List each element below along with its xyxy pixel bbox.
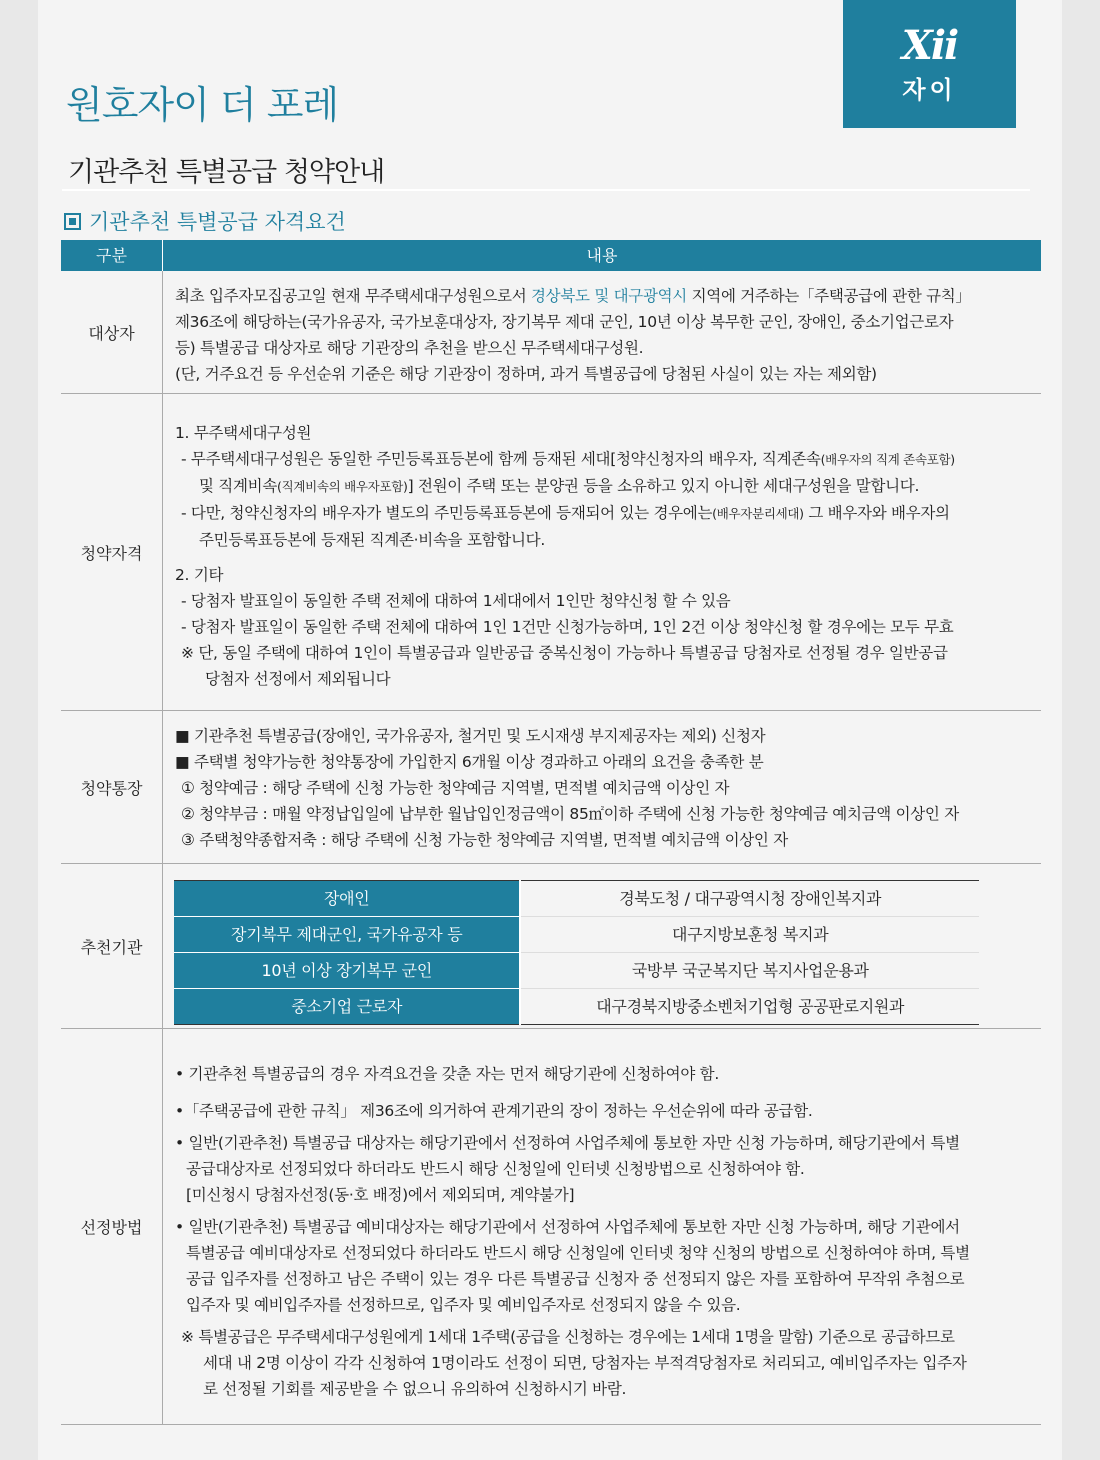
document-title: 기관추천 특별공급 청약안내	[68, 157, 385, 188]
row-content	[163, 864, 1041, 1028]
agency-target: 10년 이상 장기복무 군인	[174, 953, 520, 989]
table-row-account	[61, 711, 1041, 864]
agency-name: 경북도청 / 대구광역시청 장애인복지과	[520, 881, 979, 917]
agency-row	[174, 989, 979, 1025]
row-label: 선정방법	[61, 1029, 163, 1424]
text-line: [미신청시 당첨자선정(동·호 배정)에서 제외되며, 계약불가]	[186, 1186, 575, 1204]
bullet-item: • 기관추천 특별공급의 경우 자격요건을 갖춘 자는 먼저 해당기관에 신청하여야 함.	[175, 1065, 719, 1083]
note-line: ※ 특별공급은 무주택세대구성원에게 1세대 1주택(공급을 신청하는 경우에는 1세대 1명을 말함) 기준으로 공급하므로	[181, 1328, 955, 1346]
table-row-target	[61, 271, 1041, 394]
text-line: 특별공급 예비대상자로 선정되었다 하더라도 반드시 해당 신청일에 인터넷 청약 신청의 방법으로 신청하여야 하며, 특별	[186, 1244, 970, 1262]
table-row-selection	[61, 1029, 1041, 1425]
agency-target: 중소기업 근로자	[174, 989, 520, 1025]
text-line: ■ 기관추천 특별공급(장애인, 국가유공자, 철거민 및 도시재생 부지제공자는 제외) 신청자	[175, 727, 766, 745]
text-line: (단, 거주요건 등 우선순위 기준은 해당 기관장이 정하며, 과거 특별공급에 당첨된 사실이 있는 자는 제외함)	[175, 365, 877, 383]
text-line: 및 직계비속(직계비속의 배우자포함)] 전원이 주택 또는 분양권 등을 소유하고 있지 아니한 세대구성원을 말합니다.	[199, 477, 920, 495]
note-line: 로 선정될 기회를 제공받을 수 없으니 유의하여 신청하시기 바람.	[203, 1380, 627, 1398]
row-content	[163, 1029, 1041, 1424]
table-row-agency	[61, 864, 1041, 1029]
sub-heading: 1. 무주택세대구성원	[175, 424, 312, 442]
text-line: 주민등록표등본에 등재된 직계존·비속을 포함합니다.	[199, 531, 545, 549]
text-line: 등) 특별공급 대상자로 해당 기관장의 추천을 받으신 무주택세대구성원.	[175, 339, 644, 357]
brand-title: 원호자이 더 포레	[66, 83, 339, 127]
title-divider	[62, 189, 1030, 191]
row-label: 청약자격	[61, 394, 163, 710]
bullet-item: • 일반(기관추천) 특별공급 예비대상자는 해당기관에서 선정하여 사업주체에 통보한 자만 신청 가능하며, 해당 기관에서	[175, 1218, 960, 1236]
row-label: 대상자	[61, 271, 163, 393]
agency-table	[174, 880, 979, 1025]
text-line: ① 청약예금 : 해당 주택에 신청 가능한 청약예금 지역별, 면적별 예치금액 이상인 자	[181, 779, 730, 797]
square-bullet-icon	[64, 213, 81, 230]
text-line: 공급 입주자를 선정하고 남은 주택이 있는 경우 다른 특별공급 신청자 중 선정되지 않은 자를 포함하여 무작위 추첨으로	[186, 1270, 965, 1288]
row-content	[163, 394, 1041, 710]
agency-row	[174, 953, 979, 989]
text-line: 입주자 및 예비입주자를 선정하므로, 입주자 및 예비입주자로 선정되지 않을 수 있음.	[186, 1296, 741, 1314]
section-heading-text: 기관추천 특별공급 자격요건	[89, 210, 346, 234]
bullet-item: •「주택공급에 관한 규칙」 제36조에 의거하여 관계기관의 장이 정하는 우선순위에 따라 공급함.	[175, 1102, 813, 1120]
text-line: - 무주택세대구성원은 동일한 주민등록표등본에 함께 등재된 세대[청약신청자의 배우자, 직계존속(배우자의 직계 존속포함)	[181, 450, 955, 468]
agency-name: 대구지방보훈청 복지과	[520, 917, 979, 953]
table-header	[61, 240, 1041, 271]
agency-row	[174, 881, 979, 917]
section-heading	[64, 206, 346, 236]
text-line: ■ 주택별 청약가능한 청약통장에 가입한지 6개월 이상 경과하고 아래의 요건을 충족한 분	[175, 753, 764, 771]
agency-name: 국방부 국군복지단 복지사업운용과	[520, 953, 979, 989]
xi-logo	[843, 0, 1016, 128]
bullet-item: • 일반(기관추천) 특별공급 대상자는 해당기관에서 선정하여 사업주체에 통보한 자만 신청 가능하며, 해당기관에서 특별	[175, 1134, 960, 1152]
page	[38, 0, 1062, 1460]
agency-target: 장애인	[174, 881, 520, 917]
logo-mark: Xii	[901, 22, 958, 69]
text-line: - 당첨자 발표일이 동일한 주택 전체에 대하여 1인 1건만 신청가능하며, 1인 2건 이상 청약신청 할 경우에는 모두 무효	[181, 618, 954, 636]
qualification-table	[61, 240, 1041, 1425]
header-category: 구분	[61, 240, 163, 271]
agency-name: 대구경북지방중소벤처기업형 공공판로지원과	[520, 989, 979, 1025]
text-line: 공급대상자로 선정되었다 하더라도 반드시 해당 신청일에 인터넷 신청방법으로 신청하여야 함.	[186, 1160, 805, 1178]
agency-row	[174, 917, 979, 953]
table-row-qualification	[61, 394, 1041, 711]
row-content	[163, 271, 1041, 393]
logo-text: 자이	[902, 76, 957, 104]
agency-target: 장기복무 제대군인, 국가유공자 등	[174, 917, 520, 953]
note-line: ※ 단, 동일 주택에 대하여 1인이 특별공급과 일반공급 중복신청이 가능하나 특별공급 당첨자로 선정될 경우 일반공급	[181, 644, 948, 662]
row-content	[163, 711, 1041, 863]
text-line: - 다만, 청약신청자의 배우자가 별도의 주민등록표등본에 등재되어 있는 경우에는(배우자분리세대) 그 배우자와 배우자의	[181, 504, 950, 522]
text-line: - 당첨자 발표일이 동일한 주택 전체에 대하여 1세대에서 1인만 청약신청 할 수 있음	[181, 592, 731, 610]
text-line: ③ 주택청약종합저축 : 해당 주택에 신청 가능한 청약예금 지역별, 면적별 예치금액 이상인 자	[181, 831, 788, 849]
header-content: 내용	[586, 246, 618, 265]
text-line: 최초 입주자모집공고일 현재 무주택세대구성원으로서 경상북도 및 대구광역시 지역에 거주하는「주택공급에 관한 규칙」	[175, 287, 971, 305]
text-line: ② 청약부금 : 매월 약정납입일에 납부한 월납입인정금액이 85㎡이하 주택에 신청 가능한 청약예금 예치금액 이상인 자	[181, 805, 959, 823]
note-line: 세대 내 2명 이상이 각각 신청하여 1명이라도 선정이 되면, 당첨자는 부적격당첨자로 처리되고, 예비입주자는 입주자	[203, 1354, 967, 1372]
region-highlight: 경상북도 및 대구광역시	[531, 287, 687, 305]
text-line: 제36조에 해당하는(국가유공자, 국가보훈대상자, 장기복무 제대 군인, 10년 이상 복무한 군인, 장애인, 중소기업근로자	[175, 313, 954, 331]
note-line: 당첨자 선정에서 제외됩니다	[205, 670, 391, 688]
row-label: 청약통장	[61, 711, 163, 863]
row-label: 추천기관	[61, 864, 163, 1028]
sub-heading: 2. 기타	[175, 566, 224, 584]
